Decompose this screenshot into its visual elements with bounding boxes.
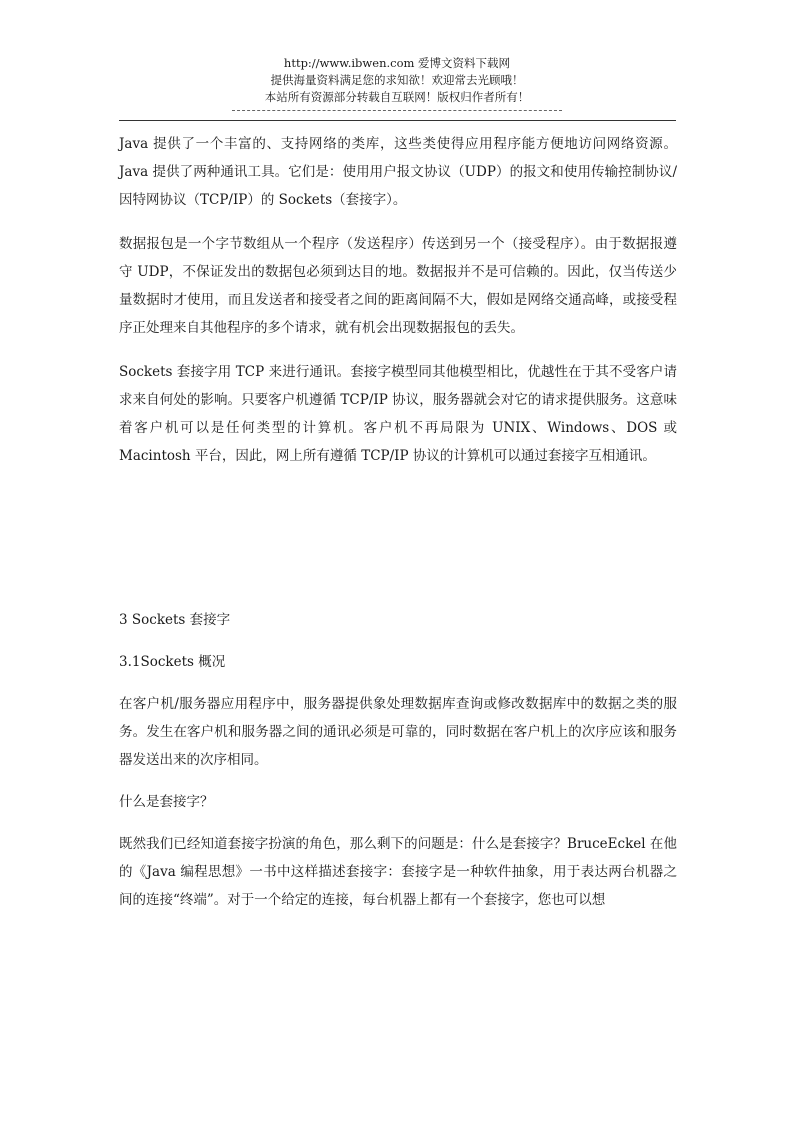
paragraph-sockets-tcp: Sockets 套接字用 TCP 来进行通讯。套接字模型同其他模型相比，优越性在于其不受客户请求来自何处的影响。只要客户机遵循 TCP/IP 协议，服务器就会对它的请求提供服务。这意味着客户机可以是任何类型的计算机。客户机不再局限为 UNIX、Windows、DOS 或 Macintosh 平台，因此，网上所有遵循 TCP/IP 协议的计算机可以通过套接字互相通讯。 xyxy=(119,364,677,464)
paragraph-datagram: 数据报包是一个字节数组从一个程序（发送程序）传送到另一个（接受程序）。由于数据报遵守 UDP，不保证发出的数据包必须到达目的地。数据报并不是可信赖的。因此，仅当传送少量数据时才使用，而且发送者和接受者之间的距离间隔不大，假如是网络交通高峰，或接受程序正处理来自其他程序的多个请求，就有机会出现数据报包的丢失。 xyxy=(119,236,677,336)
section-heading-sockets: 3 Sockets 套接字 xyxy=(119,612,231,628)
document-body xyxy=(119,130,677,914)
header-site-link[interactable]: http://www.ibwen.com 爱博文资料下载网 xyxy=(283,56,511,70)
header-slogan: 提供海量资料满足您的求知欲！欢迎常去光顾哦！ xyxy=(270,73,524,87)
paragraph-java-network-library: Java 提供了一个丰富的、支持网络的类库，这些类使得应用程序能方便地访问网络资源。Java 提供了两种通讯工具。它们是：使用用户报文协议（UDP）的报文和使用传输控制协议/因特网协议（TCP/IP）的 Sockets（套接字）。 xyxy=(119,136,677,208)
subsection-heading-overview: 3.1Sockets 概况 xyxy=(119,654,226,670)
page-header xyxy=(0,55,794,111)
paragraph-socket-definition: 既然我们已经知道套接字扮演的角色，那么剩下的问题是：什么是套接字？BruceEckel 在他的《Java 编程思想》一书中这样描述套接字：套接字是一种软件抽象，用于表达两台机器之间的连接“终端”。对于一个给定的连接，每台机器上都有一个套接字，您也可以想 xyxy=(119,836,677,908)
header-copyright-note: 本站所有资源部分转载自互联网！版权归作者所有！ xyxy=(264,90,530,104)
question-heading-what-is-socket: 什么是套接字？ xyxy=(119,794,214,810)
header-rule xyxy=(119,120,676,121)
paragraph-client-server: 在客户机/服务器应用程序中，服务器提供象处理数据库查询或修改数据库中的数据之类的服务。发生在客户机和服务器之间的通讯必须是可靠的，同时数据在客户机上的次序应该和服务器发送出来的次序相同。 xyxy=(119,696,677,768)
header-dashed-divider xyxy=(232,110,562,111)
